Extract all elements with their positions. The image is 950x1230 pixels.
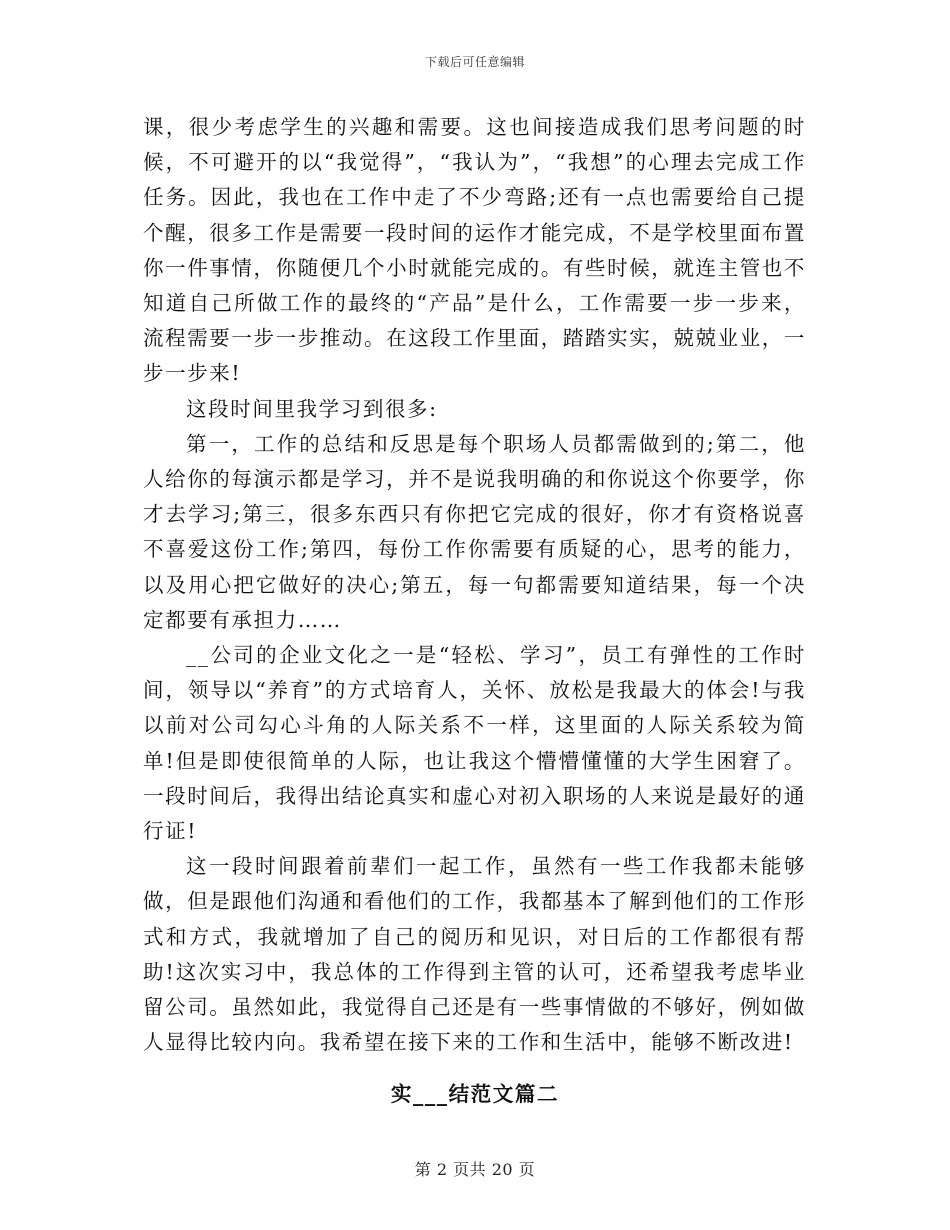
paragraph-company-culture: __公司的企业文化之一是“轻松、学习”，员工有弹性的工作时间，领导以“养育”的方式培育人，关怀、放松是我最大的体会!与我以前对公司勾心斗角的人际关系不一样，这里面的人际关系较为简单!但是即使很简单的人际，也让我这个懵懵懂懂的大学生困窘了。一段时间后，我得出结论真实和虚心对初入职场的人来说是最好的通行证! <box>143 643 806 844</box>
paragraph-learned-intro: 这段时间里我学习到很多: <box>186 396 438 421</box>
paragraph-working-with-seniors: 这一段时间跟着前辈们一起工作，虽然有一些工作我都未能够做，但是跟他们沟通和看他们的工作，我都基本了解到他们的工作形式和方式，我就增加了自己的阅历和见识，对日后的工作都很有帮助!这次实习中，我总体的工作得到主管的认可，还希望我考虑毕业留公司。虽然如此，我觉得自己还是有一些事情做的不够好，例如做人显得比较内向。我希望在接下来的工作和生活中，能够不断改进! <box>143 854 806 1055</box>
section-heading: 实___结范文篇二 <box>390 1082 560 1106</box>
page-number: 第 2 页共 20 页 <box>414 1160 536 1179</box>
paragraph-continuation: 课，很少考虑学生的兴趣和需要。这也间接造成我们思考问题的时候，不可避开的以“我觉得”，“我认为”，“我想”的心理去完成工作任务。因此，我也在工作中走了不少弯路;还有一点也需要给自己提个醒，很多工作是需要一段时间的运作才能完成，不是学校里面布置你一件事情，你随便几个小时就能完成的。有些时候，就连主管也不知道自己所做工作的最终的“产品”是什么，工作需要一步一步来，流程需要一步一步推动。在这段工作里面，踏踏实实，兢兢业业，一步一步来! <box>143 115 806 386</box>
paragraph-lessons-list: 第一，工作的总结和反思是每个职场人员都需做到的;第二，他人给你的每演示都是学习，并不是说我明确的和你说这个你要学，你才去学习;第三，很多东西只有你把它完成的很好，你才有资格说喜不喜爱这份工作;第四，每份工作你需要有质疑的心，思考的能力，以及用心把它做好的决心;第五，每一句都需要知道结果，每一个决定都要有承担力…… <box>143 431 806 632</box>
header-note: 下载后可任意编辑 <box>424 55 525 69</box>
document-body <box>143 110 806 1060</box>
